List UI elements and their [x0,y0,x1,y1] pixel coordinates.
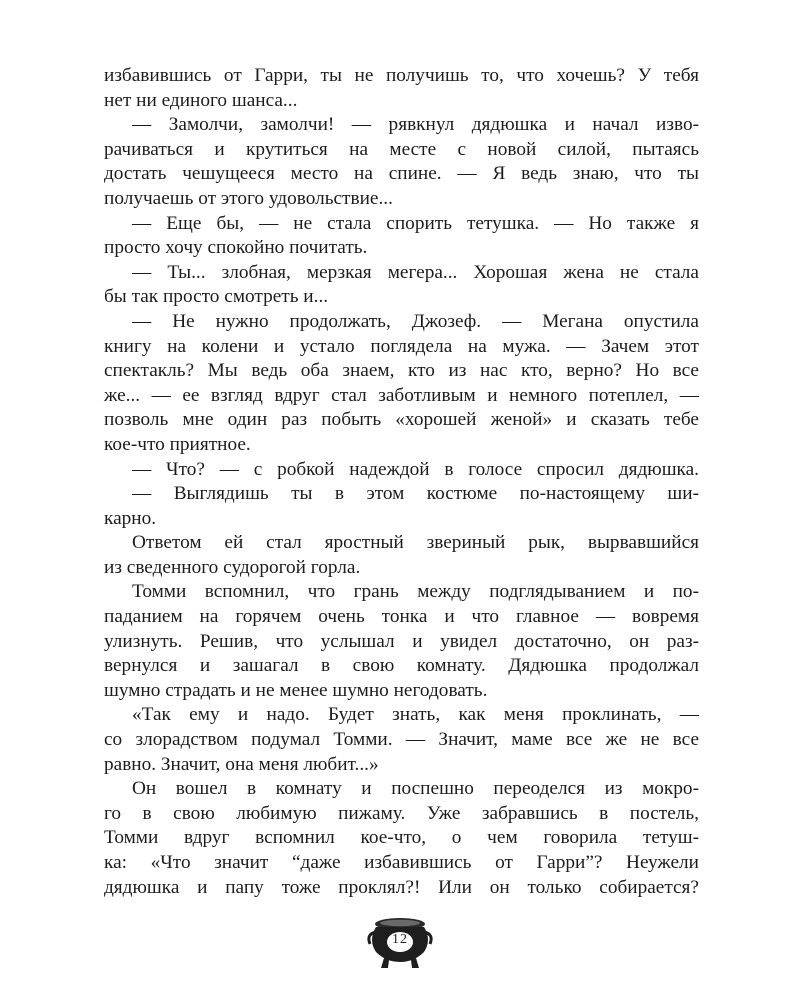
text-line: позволь мне один раз побыть «хорошей женой» и сказать тебе [104,409,699,431]
text-line: дядюшка и папу тоже проклял?! Или он только собирается? [104,876,699,898]
text-line: спектакль? Мы ведь оба знаем, кто из нас кто, верно? Но все [104,360,699,382]
text-line: из сведенного судорогой горла. [104,556,361,578]
text-line: карно. [104,507,157,529]
text-line: достать чешущееся место на спине. — Я ведь знаю, что ты [104,163,699,185]
text-line: улизнуть. Решив, что услышал и увидел достаточно, он раз- [104,630,699,652]
page-number: 12 [392,932,408,947]
text-line: паданием на горячем очень тонка и что главное — вовремя [104,606,699,628]
text-line: го в свою любимую пижаму. Уже забравшись в постель, [104,802,699,824]
text-line: ка: «Что значит “даже избавившись от Гарри”? Неужели [104,852,699,873]
text-line: — Не нужно продолжать, Джозеф. — Мегана опустила [132,310,699,332]
text-line: Он вошел в комнату и поспешно переоделся из мокро- [132,778,699,800]
text-line: Томми вдруг вспомнил кое-что, о чем говорила тетуш- [104,827,699,849]
text-line: — Замолчи, замолчи! — рявкнул дядюшка и начал изво- [132,114,699,136]
text-line: нет ни единого шанса... [104,89,298,111]
text-line: книгу на колени и устало поглядела на мужа. — Зачем этот [104,335,699,357]
text-line: Томми вспомнил, что грань между подглядыванием и по- [132,581,699,603]
text-line: — Что? — с робкой надеждой в голосе спросил дядюшка. [132,458,699,480]
text-line: же... — ее взгляд вдруг стал заботливым и немного потеплел, — [104,384,699,406]
text-line: избавившись от Гарри, ты не получишь то, что хочешь? У тебя [104,65,699,86]
text-line: — Еще бы, — не стала спорить тетушка. — Но также я [132,212,699,234]
text-line: — Выглядишь ты в этом костюме по-настоящему ши- [132,483,699,505]
text-line: Ответом ей стал яростный звериный рык, вырвавшийся [132,532,699,554]
text-line: получаешь от этого удовольствие... [104,187,393,209]
body-text [104,64,699,900]
text-line: со злорадством подумал Томми. — Значит, маме все же не все [104,729,699,751]
text-line: кое-что приятное. [104,433,251,455]
page-folio [364,912,436,970]
text-line: шумно страдать и не менее шумно негодовать. [104,679,488,701]
text-line: вернулся и зашагал в свою комнату. Дядюшка продолжал [104,655,699,677]
text-line: рачиваться и крутиться на месте с новой силой, пытаясь [104,138,699,160]
text-line: бы так просто смотреть и... [104,286,329,308]
text-line: «Так ему и надо. Будет знать, как меня проклинать, — [132,704,699,726]
text-line: — Ты... злобная, мерзкая мегера... Хорошая жена не стала [132,261,699,283]
text-line: просто хочу спокойно почитать. [104,237,368,259]
text-line: равно. Значит, она меня любит...» [104,753,379,775]
